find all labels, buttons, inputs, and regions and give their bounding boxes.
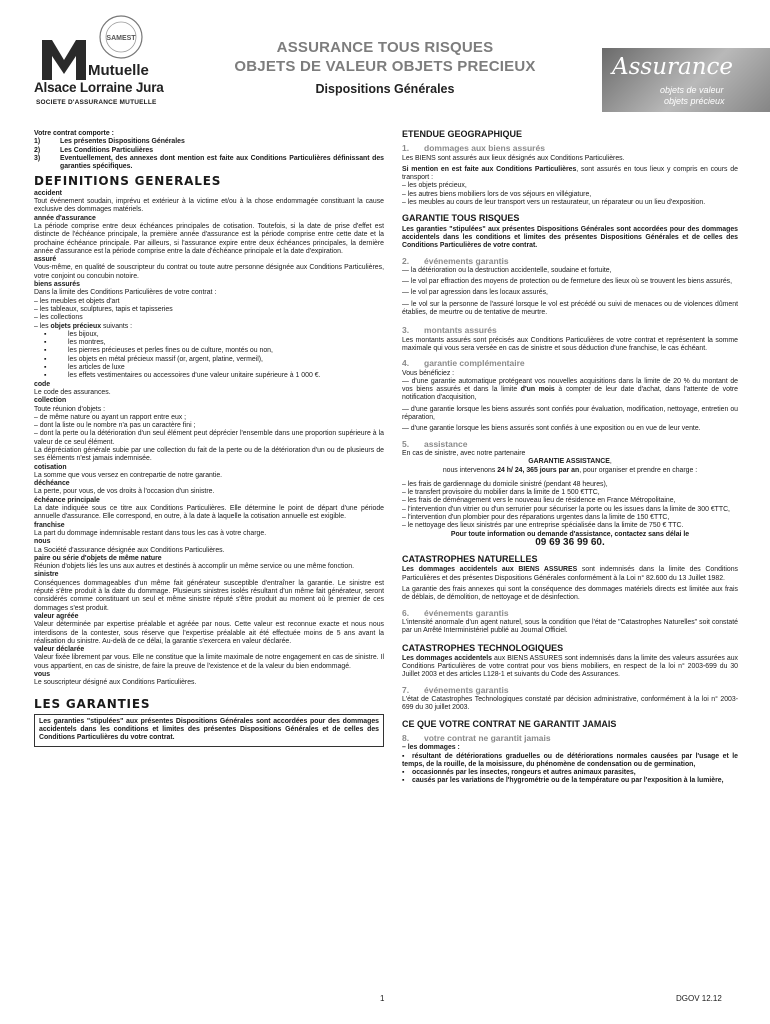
logo-line3: SOCIETE D'ASSURANCE MUTUELLE <box>36 99 157 106</box>
gtr-title: GARANTIE TOUS RISQUES <box>402 213 520 224</box>
text-span: . <box>601 536 605 548</box>
left-column <box>34 130 384 747</box>
text-span: – les <box>34 322 51 330</box>
bullet-icon: ▪ <box>44 372 47 380</box>
definition-text: La part du dommage indemnisable restant dans tous les cas à votre charge. <box>34 529 267 537</box>
list-item-text: les effets vestimentaires ou accessoires d'une valeur unitaire supérieure à 1 000 €. <box>68 372 321 380</box>
section-label: garantie complémentaire <box>424 358 525 369</box>
section-label: événements garantis <box>424 684 509 695</box>
list-item <box>34 372 384 380</box>
list-item-text: résultant de détériorations graduelles ou de détériorations normales causées par l'usage et le temps, de la rouille, de la moisissure, du phénomène de condensation ou de germination, <box>402 752 738 768</box>
definition-text: Réunion d'objets liés les uns aux autres et destinés à accomplir un même service ou une même fonction. <box>34 563 354 571</box>
definitions-list-3 <box>34 464 384 688</box>
list-item: – les tableaux, sculptures, tapis et tapisseries <box>34 305 173 313</box>
section-label: montants assurés <box>424 325 497 336</box>
document-subtitle: Dispositions Générales <box>315 82 455 96</box>
biens-list <box>34 298 384 323</box>
s5-list <box>402 481 738 531</box>
section-number: 8. <box>402 732 410 743</box>
contract-item-text: Les présentes Dispositions Générales <box>60 138 185 146</box>
text-span: , sont assurés en tous lieux y compris en cours de transport : <box>402 165 738 182</box>
list-item <box>34 364 384 372</box>
section-heading <box>402 440 738 448</box>
collection-list <box>34 414 384 447</box>
assurance-banner <box>602 48 770 112</box>
section-heading <box>402 609 738 617</box>
definition-term: valeur agréée <box>34 612 79 620</box>
list-item: — le vol par agression dans les locaux assurés, <box>402 289 548 297</box>
definition-text: La période comprise entre deux échéances principales de cotisation. Toutefois, si la date de prise d'effet est distincte de l'échéance principale, la première année d'assurance est la période comprise entre cette date et la prochaine échéance principale. Par ailleurs, si l'assurance expire entre deux échéances principales, la dernière année d'assurance est la période comprise entre la date d'échéance principale et la date d'expiration. <box>34 222 384 255</box>
page-number: 1 <box>380 994 385 1003</box>
section-label: événements garantis <box>424 255 509 266</box>
section-heading <box>402 144 738 152</box>
contract-item-key: 1) <box>34 138 41 146</box>
list-item-text: causés par les variations de l'hygrométrie ou de la température ou par l'exposition à la lumière, <box>412 777 724 785</box>
list-item: – le nettoyage des lieux sinistrés par une entreprise spécialisée dans la limite de 750 € TTC. <box>402 522 684 530</box>
section-heading <box>402 734 738 742</box>
list-item: – l'intervention d'un plombier pour des réparations urgentes dans la limite de 150 €TTC, <box>402 513 670 521</box>
definition-text: Le code des assurances. <box>34 388 111 396</box>
list-item-text: occasionnés par les insectes, rongeurs et autres animaux parasites, <box>412 769 636 777</box>
definition-term: paire ou série d'objets de même nature <box>34 554 162 562</box>
definition-term: cotisation <box>34 463 67 471</box>
section-number: 6. <box>402 607 410 618</box>
list-item <box>34 347 384 355</box>
definitions-list-2 <box>34 381 384 398</box>
section-label: votre contrat ne garantit jamais <box>424 732 551 743</box>
contract-item <box>34 155 384 172</box>
bullet-icon: ▪ <box>44 330 47 338</box>
section-heading <box>402 326 738 334</box>
contract-item-text: Les Conditions Particulières <box>60 146 154 154</box>
list-item: – dont la perte ou la détérioration d'un seul élément peut déprécier l'ensemble dans une proportion supérieure à la valeur de ce seul élément. <box>34 430 384 446</box>
section-label: événements garantis <box>424 607 509 618</box>
section-heading <box>402 257 738 265</box>
list-item-text: les bijoux, <box>68 330 99 338</box>
collection-intro: Toute réunion d'objets : <box>34 405 106 413</box>
definition-text: La perte, pour vous, de vos droits à l'occasion d'un sinistre. <box>34 488 215 496</box>
bullet-icon: ▪ <box>44 339 47 347</box>
document-code: DGOV 12.12 <box>676 994 722 1003</box>
contract-items <box>34 138 384 171</box>
definition-term: biens assurés <box>34 281 80 289</box>
precieux-list <box>34 331 384 381</box>
definition-text: Valeur fixée librement par vous. Elle ne constitue que la limite maximale de notre engagement en cas de sinistre. Il vous appartient, en cas de sinistre, de faire la preuve de l'existence et de la valeur du bien endommagé. <box>34 654 384 670</box>
section-label: assistance <box>424 438 468 449</box>
text-span: sont indemnisés dans la limite des Conditions Particulières et des présentes Dispositions Générales conformément à la Loi n° 82.600 du 13 Juillet 1982. <box>402 566 738 582</box>
definition-term: collection <box>34 397 67 405</box>
s5-info: Pour toute information ou demande d'assistance, contactez sans délai le <box>450 530 690 538</box>
list-item: – le transfert provisoire du mobilier dans la limite de 1 500 €TTC, <box>402 489 600 497</box>
text-span: , <box>609 458 612 466</box>
s6-text: L'intensité anormale d'un agent naturel, sous la condition que l'état de "Catastrophes Naturelles" soit constaté par un Arrêté Interministériel publié au Journal Officiel. <box>402 618 738 635</box>
definition-term: nous <box>34 538 51 546</box>
s1-text: Les BIENS sont assurés aux lieux désignés aux Conditions Particulières. <box>402 154 625 162</box>
gtr-text: Les garanties "stipulées" aux présentes Dispositions Générales sont accordées pour des dommages accidentels dans les conditions et limites des présentes Dispositions Générales et de celles des Conditions Particulières de votre contrat. <box>402 225 738 250</box>
list-item: – les collections <box>34 314 83 322</box>
list-item <box>34 356 384 364</box>
s5-partner <box>402 458 738 466</box>
list-item: — le vol sur la personne de l'assuré lorsque le vol est précédé ou suivi de menaces ou de violences dûment établies, de meurtre ou de tentative de meurtre. <box>402 300 738 317</box>
bullet-icon: ▪ <box>402 752 405 760</box>
definition-term: valeur déclarée <box>34 646 85 654</box>
definition-term: accident <box>34 189 62 197</box>
definition-term: sinistre <box>34 571 59 579</box>
contract-item <box>34 138 384 146</box>
contract-item-key: 3) <box>34 154 41 162</box>
text-span-bold: Si mention en est faite aux Conditions Particulières <box>402 165 577 173</box>
definition-text: La Société d'assurance désignée aux Conditions Particulières. <box>34 546 225 554</box>
definitions-list-1 <box>34 190 384 281</box>
geo-title: ETENDUE GEOGRAPHIQUE <box>402 129 523 139</box>
definition-text: Conséquences dommageables d'un même fait générateur susceptible d'entraîner la garantie. Le sinistre est réputé s'être produit à la date du dommage. Plusieurs sinistres isolés résultant d'un même fait générateur, seront considérés comme constituant un seul et même sinistre réputé s'être produit au moment où le premier de ces dommages s'est produit. <box>34 579 384 612</box>
s7-text: L'état de Catastrophes Technologiques constaté par décision administrative, conformément à la loi n° 2003-699 du 30 juillet 2003. <box>402 696 738 712</box>
s8-intro: – les dommages : <box>402 744 460 752</box>
section-number: 2. <box>402 255 410 266</box>
text-span-bold: 24 h/ 24, 365 jours par an <box>497 466 580 474</box>
text-span: suivants : <box>101 322 133 330</box>
catnat-title: CATASTROPHES NATURELLES <box>402 554 538 565</box>
text-span: , pour organiser et prendre en charge : <box>579 466 698 474</box>
list-item: – dont la liste ou le nombre n'a pas un caractère fini ; <box>34 422 196 430</box>
phone-number: 09 69 36 99 60 <box>535 536 602 548</box>
definition-text: La date indiquée sous ce titre aux Conditions Particulières. Elle détermine le point de départ d'une période annuelle d'assurance. Elle correspond, en outre, à la date à laquelle la cotisation annuelle est exigible. <box>34 505 384 521</box>
definition-term: vous <box>34 671 51 678</box>
definition-term: code <box>34 380 51 388</box>
logo-line2: Alsace Lorraine Jura <box>34 80 164 95</box>
bullet-icon: ▪ <box>44 355 47 363</box>
document-title-2: OBJETS DE VALEUR OBJETS PRECIEUX <box>234 58 536 75</box>
list-item: – les frais de déménagement vers le nouveau lieu de résidence en France Métropolitaine, <box>402 497 676 505</box>
text-span: — d'une garantie automatique protégeant vos nouvelles acquisitions dans la limite de 20 % du montant de vos biens assurés et dans la limite <box>402 377 738 394</box>
s1-list <box>402 182 738 207</box>
list-item: – l'intervention d'un vitrier ou d'un serrurier pour sécuriser la porte ou les issues dans la limite de 300 €TTC, <box>402 505 730 513</box>
definition-term: assuré <box>34 256 57 264</box>
seal-icon <box>98 14 144 60</box>
page-header <box>0 0 770 125</box>
contract-intro: Votre contrat comporte : <box>34 130 114 137</box>
definition-text: Valeur déterminée par expertise préalable et agréée par nous. Cette valeur est reconnue exacte et nous nous interdisons de la contester, sous réserve que l'expertise préalable ait été effectuée moins de 5 ans avant la réalisation du sinistre. Au-delà de ce délai, la garantie s'exercera en valeur déclarée. <box>34 621 384 645</box>
garanties-title: LES GARANTIES <box>34 696 151 711</box>
list-item <box>402 753 738 770</box>
m-logo-icon <box>40 38 88 80</box>
definition-text: Vous-même, en qualité de souscripteur du contrat ou toute autre personne désignée aux Conditions Particulières, votre conjoint ou concubin notoire. <box>34 264 384 280</box>
contract-item-text: Eventuellement, des annexes dont mention est faite aux Conditions Particulières définissant des garanties spécifiques. <box>60 154 384 171</box>
definition-term: échéance principale <box>34 496 100 504</box>
contract-item <box>34 147 384 155</box>
s4-intro: Vous bénéficiez : <box>402 369 455 377</box>
text-span-bold: Les dommages accidentels <box>402 654 492 662</box>
list-item <box>34 339 384 347</box>
text-span: nous intervenons <box>442 466 498 474</box>
text-span: aux BIENS ASSURES sont indemnisés dans la limite des valeurs assurées aux Conditions Particulières de votre contrat pour vos biens mobiliers, en respect de la loi n° 2003-699 du 30 Juillet 2003 et des articles L128-1 et suivants du Code des Assurances. <box>402 654 738 679</box>
text-span-bold: GARANTIE ASSISTANCE <box>528 458 610 466</box>
banner-sub2: objets précieux <box>664 96 725 106</box>
catnat-text <box>402 566 738 583</box>
section-number: 3. <box>402 325 410 336</box>
list-item: – de même nature ou ayant un rapport entre eux ; <box>34 413 187 421</box>
list-item <box>402 769 738 777</box>
s1-condition <box>402 166 738 183</box>
list-item: – les meubles et objets d'art <box>34 297 120 305</box>
banner-sub1: objets de valeur <box>660 85 724 95</box>
seal-text: SAMEST <box>106 35 136 42</box>
s4-item <box>402 378 738 403</box>
s5-intro: En cas de sinistre, avec notre partenaire <box>402 449 526 457</box>
s5-line <box>402 467 738 475</box>
assistance-phone <box>402 536 738 548</box>
list-item <box>402 777 738 785</box>
exclusions-title: CE QUE VOTRE CONTRAT NE GARANTIT JAMAIS <box>402 718 617 729</box>
list-item: – les meubles au cours de leur transport vers un restaurateur, un réparateur ou un lieu d'exposition. <box>402 199 706 207</box>
contract-item-key: 2) <box>34 146 41 154</box>
s3-text: Les montants assurés sont précisés aux Conditions Particulières de votre contrat et représentent la somme maximale qui vous sera versée en cas de sinistre et sous déduction d'une franchise, le cas échéant. <box>402 336 738 352</box>
s4-item: — d'une garantie lorsque les biens assurés sont confiés pour évaluation, modification, nettoyage, entretien ou réparation, <box>402 405 738 422</box>
list-item-text: les articles de luxe <box>68 364 125 372</box>
definition-term: franchise <box>34 521 65 529</box>
s2-list <box>402 267 738 320</box>
text-span: à compter de leur date d'achat, dans l'attente de votre notification d'acquisition, <box>402 386 739 402</box>
definition-text: La somme que vous versez en contrepartie de notre garantie. <box>34 471 223 479</box>
banner-word: Assurance <box>612 54 734 80</box>
text-span-bold: d'un mois <box>520 386 555 394</box>
right-column <box>402 130 738 786</box>
list-item-text: les pierres précieuses et perles fines ou de culture, montés ou non, <box>68 347 273 355</box>
section-number: 7. <box>402 684 410 695</box>
title-block <box>195 38 575 96</box>
document-title-1: ASSURANCE TOUS RISQUES <box>276 39 494 56</box>
biens-intro: Dans la limite des Conditions Particulières de votre contrat : <box>34 289 217 297</box>
definition-term: déchéance <box>34 480 70 488</box>
s8-list <box>402 753 738 786</box>
list-item <box>34 331 384 339</box>
cattech-text <box>402 655 738 680</box>
biens-precieux-line <box>34 323 384 331</box>
collection-tail: La dépréciation générale subie par une collection du fait de la perte ou de la détérioration d'un ou de plusieurs de ses éléments n'est jamais indemnisée. <box>34 446 384 463</box>
catnat-text2: La garantie des frais annexes qui sont la conséquence des dommages matériels directs est limitée aux frais de déblais, de démolition, de nettoyage et de désinfection. <box>402 586 738 602</box>
logo-line1: Mutuelle <box>88 62 149 79</box>
definition-text: Tout événement soudain, imprévu et extérieur à la victime et/ou à la chose endommagée constituant la cause exclusive des dommages matériels. <box>34 198 384 214</box>
company-logo <box>32 10 182 120</box>
definition-text: Le souscripteur désigné aux Conditions Particulières. <box>34 679 197 687</box>
list-item: — le vol par effraction des moyens de protection ou de fermeture des lieux où se trouvent les biens assurés, <box>402 278 733 286</box>
list-item-text: les objets en métal précieux massif (or, argent, platine, vermeil), <box>68 355 263 363</box>
bullet-icon: ▪ <box>402 769 405 777</box>
list-item: — la détérioration ou la destruction accidentelle, soudaine et fortuite, <box>402 266 612 274</box>
section-number: 5. <box>402 438 410 449</box>
section-heading <box>402 359 738 367</box>
bullet-icon: ▪ <box>44 364 47 372</box>
section-number: 4. <box>402 358 410 369</box>
section-number: 1. <box>402 143 410 154</box>
text-span-bold: Les dommages accidentels aux BIENS ASSURES <box>402 566 578 574</box>
definition-term: année d'assurance <box>34 214 96 222</box>
list-item: – les frais de gardiennage du domicile sinistré (pendant 48 heures), <box>402 480 608 488</box>
section-heading <box>402 686 738 694</box>
bullet-icon: ▪ <box>402 777 405 785</box>
cattech-title: CATASTROPHES TECHNOLOGIQUES <box>402 642 564 653</box>
list-item-text: les montres, <box>68 339 106 347</box>
list-item: – les objets précieux, <box>402 182 467 190</box>
definitions-title: DEFINITIONS GENERALES <box>34 174 222 189</box>
text-span-bold: objets précieux <box>50 322 102 330</box>
garanties-box: Les garanties "stipulées" aux présentes Dispositions Générales sont accordées pour des dommages accidentels dans les conditions et limites des présentes Dispositions Générales et de celles des Conditions Particulières du votre contrat. <box>34 714 384 747</box>
section-label: dommages aux biens assurés <box>424 143 545 154</box>
list-item: – les autres biens mobiliers lors de vos séjours en villégiature, <box>402 190 592 198</box>
s4-item: — d'une garantie lorsque les biens assurés sont confiés à une exposition ou en vue de leur vente. <box>402 425 701 433</box>
bullet-icon: ▪ <box>44 347 47 355</box>
